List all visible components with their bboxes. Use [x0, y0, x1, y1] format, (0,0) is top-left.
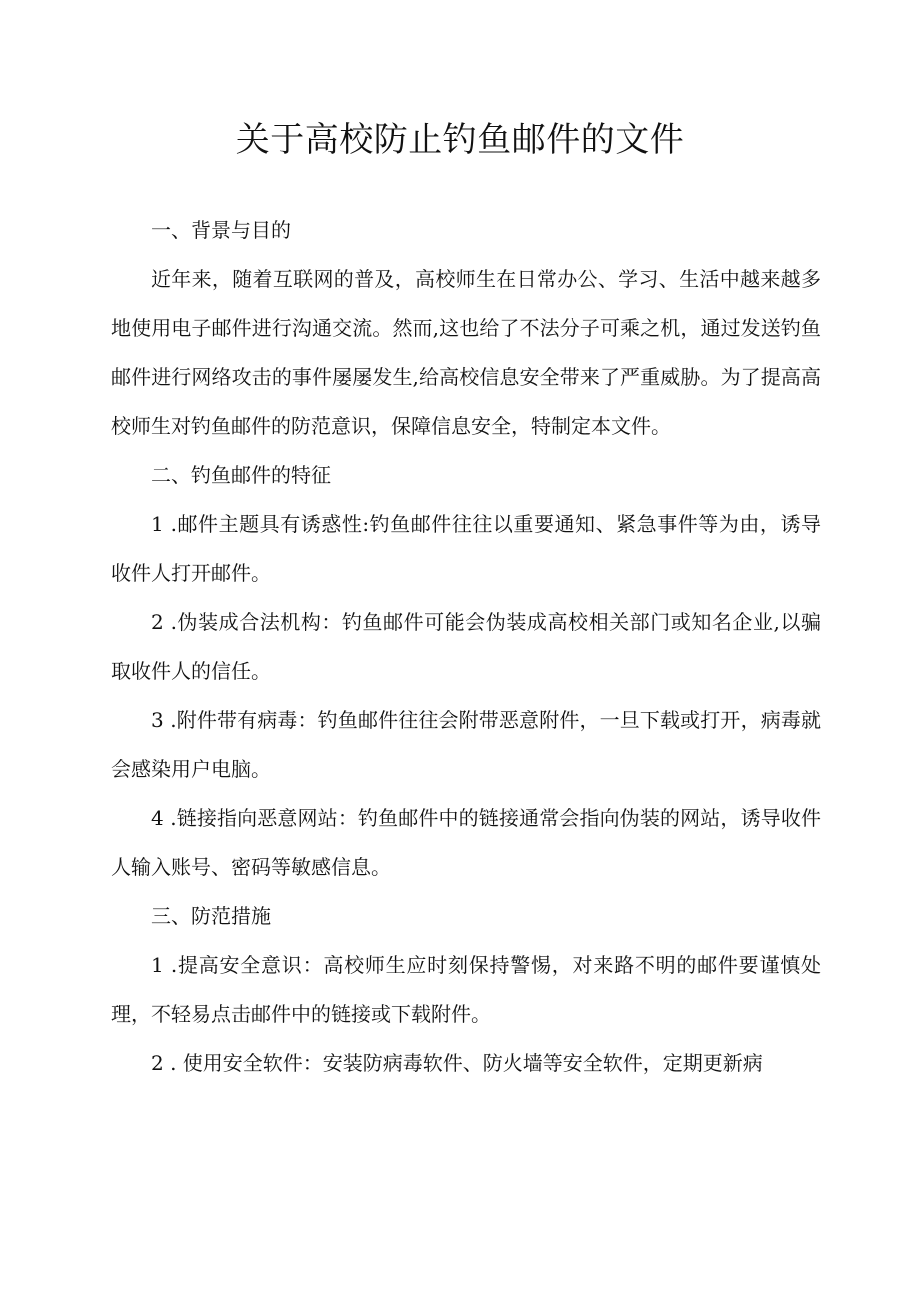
section-heading: 三、防范措施 — [151, 904, 271, 928]
paragraph: 近年来，随着互联网的普及，高校师生在日常办公、学习、生活中越来越多地使用电子邮件进行沟通交流。然而,这也给了不法分子可乘之机，通过发送钓鱼邮件进行网络攻击的事件屡屡发生,给高校信息安全带来了严重威胁。为了提高高校师生对钓鱼邮件的防范意识，保障信息安全，特制定本文件。 — [111, 267, 821, 438]
list-item: 2 . 使用安全软件：安装防病毒软件、防火墙等安全软件，定期更新病 — [151, 1051, 763, 1075]
page-title: 关于高校防止钓鱼邮件的文件 — [235, 120, 685, 160]
section-heading: 二、钓鱼邮件的特征 — [151, 463, 331, 487]
list-item: 1 .提高安全意识：高校师生应时刻保持警惕，对来路不明的邮件要谨慎处理，不轻易点击邮件中的链接或下载附件。 — [111, 953, 821, 1026]
list-item: 3 .附件带有病毒：钓鱼邮件往往会附带恶意附件，一旦下载或打开，病毒就会感染用户电脑。 — [111, 708, 821, 781]
document-body — [111, 206, 821, 1088]
list-item: 4 .链接指向恶意网站：钓鱼邮件中的链接通常会指向伪装的网站，诱导收件人输入账号、密码等敏感信息。 — [111, 806, 821, 879]
list-item: 1 .邮件主题具有诱惑性:钓鱼邮件往往以重要通知、紧急事件等为由，诱导收件人打开邮件。 — [111, 512, 821, 585]
list-item: 2 .伪装成合法机构：钓鱼邮件可能会伪装成高校相关部门或知名企业,以骗取收件人的信任。 — [111, 610, 821, 683]
section-heading: 一、背景与目的 — [151, 218, 291, 242]
